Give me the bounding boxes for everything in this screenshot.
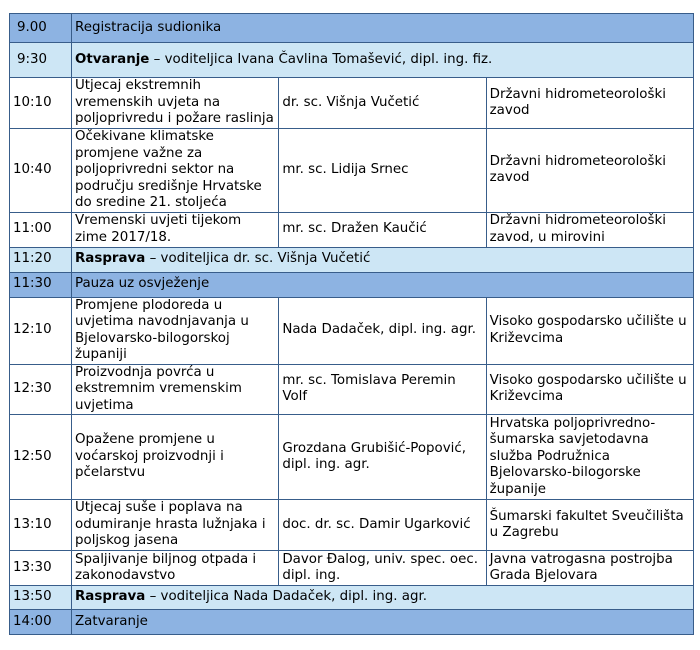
session-chair: – voditeljica Nada Dadaček, dipl. ing. agr. [145, 589, 428, 605]
time-cell: 13:50 [10, 586, 72, 610]
session-chair: – voditeljica dr. sc. Višnja Vučetić [145, 251, 371, 267]
time-cell: 11:20 [10, 247, 72, 272]
session-cell: Zatvaranje [72, 610, 694, 635]
time-cell: 13:30 [10, 551, 72, 586]
speaker-name: mr. sc. Lidija Srnec [279, 129, 486, 213]
talk-title: Spaljivanje biljnog otpada i zakonodavstvo [72, 551, 279, 586]
time-cell: 9:30 [10, 43, 72, 78]
speaker-name: mr. sc. Dražen Kaučić [279, 212, 486, 247]
agenda-row-break [10, 272, 694, 297]
agenda-row-talk [10, 364, 694, 415]
talk-title: Vremenski uvjeti tijekom zime 2017/18. [72, 212, 279, 247]
talk-title: Opažene promjene u voćarskoj proizvodnji i pčelarstvu [72, 415, 279, 500]
organization: Visoko gospodarsko učilište u Križevcima [486, 297, 693, 364]
agenda-table [9, 13, 694, 635]
talk-title: Utjecaj suše i poplava na odumiranje hrasta lužnjaka i poljskog jasena [72, 500, 279, 551]
session-title-bold: Rasprava [75, 251, 146, 267]
time-cell: 10:10 [10, 78, 72, 129]
agenda-row-talk [10, 551, 694, 586]
time-cell: 9.00 [10, 14, 72, 43]
agenda-row-talk [10, 415, 694, 500]
agenda-row-talk [10, 212, 694, 247]
session-chair: – voditeljica Ivana Čavlina Tomašević, dipl. ing. fiz. [149, 51, 493, 67]
agenda-row-talk [10, 78, 694, 129]
agenda-row-closing [10, 610, 694, 635]
organization: Državni hidrometeorološki zavod [486, 129, 693, 213]
organization: Šumarski fakultet Sveučilišta u Zagrebu [486, 500, 693, 551]
organization: Državni hidrometeorološki zavod, u mirovini [486, 212, 693, 247]
agenda-row-talk [10, 297, 694, 364]
organization: Državni hidrometeorološki zavod [486, 78, 693, 129]
agenda-row-registration [10, 14, 694, 43]
agenda-row-talk [10, 129, 694, 213]
time-cell: 11:00 [10, 212, 72, 247]
agenda-row-discussion [10, 586, 694, 610]
time-cell: 10:40 [10, 129, 72, 213]
agenda-row-opening [10, 43, 694, 78]
session-cell: Pauza uz osvježenje [72, 272, 694, 297]
speaker-name: mr. sc. Tomislava Peremin Volf [279, 364, 486, 415]
time-cell: 12:10 [10, 297, 72, 364]
talk-title: Utjecaj ekstremnih vremenskih uvjeta na poljoprivredu i požare raslinja [72, 78, 279, 129]
time-cell: 14:00 [10, 610, 72, 635]
time-cell: 13:10 [10, 500, 72, 551]
session-cell [72, 586, 694, 610]
agenda-row-talk [10, 500, 694, 551]
time-cell: 11:30 [10, 272, 72, 297]
talk-title: Proizvodnja povrća u ekstremnim vremenskim uvjetima [72, 364, 279, 415]
time-cell: 12:30 [10, 364, 72, 415]
organization: Hrvatska poljoprivredno-šumarska savjetodavna služba Podružnica Bjelovarsko-bilogorske županije [486, 415, 693, 500]
agenda-row-discussion [10, 247, 694, 272]
talk-title: Očekivane klimatske promjene važne za poljoprivredni sektor na području središnje Hrvatske do sredine 21. stoljeća [72, 129, 279, 213]
session-cell [72, 43, 694, 78]
organization: Javna vatrogasna postrojba Grada Bjelovara [486, 551, 693, 586]
time-cell: 12:50 [10, 415, 72, 500]
organization: Visoko gospodarsko učilište u Križevcima [486, 364, 693, 415]
talk-title: Promjene plodoreda u uvjetima navodnjavanja u Bjelovarsko-bilogorskoj županiji [72, 297, 279, 364]
session-title-bold: Rasprava [75, 589, 146, 605]
speaker-name: dr. sc. Višnja Vučetić [279, 78, 486, 129]
speaker-name: Davor Đalog, univ. spec. oec. dipl. ing. [279, 551, 486, 586]
session-cell [72, 247, 694, 272]
speaker-name: doc. dr. sc. Damir Ugarković [279, 500, 486, 551]
speaker-name: Grozdana Grubišić-Popović, dipl. ing. agr. [279, 415, 486, 500]
session-title-bold: Otvaranje [75, 51, 150, 67]
speaker-name: Nada Dadaček, dipl. ing. agr. [279, 297, 486, 364]
session-cell: Registracija sudionika [72, 14, 694, 43]
